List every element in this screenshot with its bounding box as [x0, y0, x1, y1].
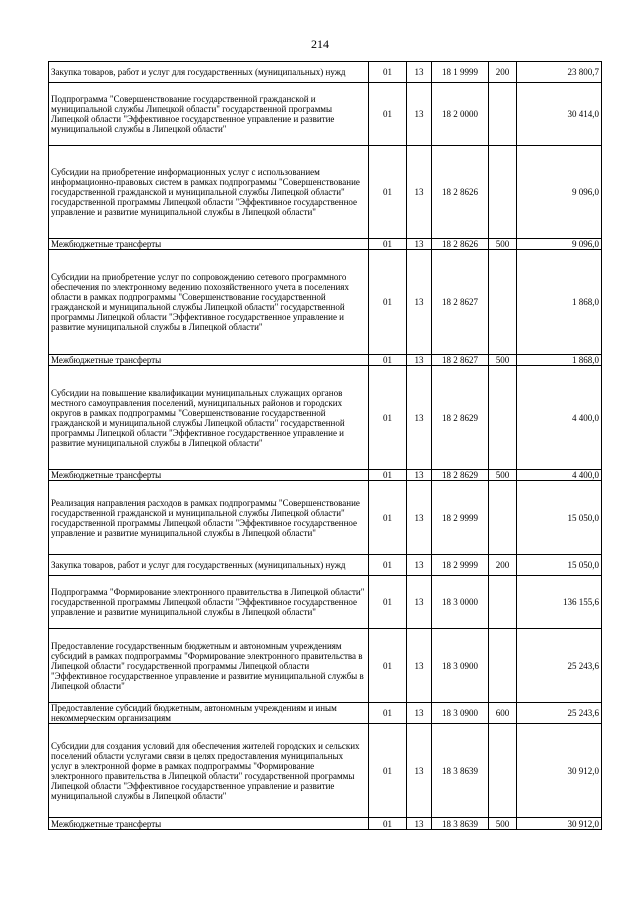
row-expense-type-cell — [489, 146, 517, 239]
row-name-cell: Субсидии на приобретение услуг по сопровождению сетевого программного обеспечения по электронному ведению похозяйственного учета в поселениях области в рамках подпрограммы "Совершенствование государственной гражданской и муниципальной службы Липецкой области" государственной программы Липецкой области "Эффективное государственное управление и развитие муниципальной службы в Липецкой области" — [49, 250, 369, 355]
table-row — [49, 629, 602, 703]
row-name-cell: Реализация направления расходов в рамках подпрограммы "Совершенствование государственной гражданской и муниципальной службы Липецкой области" государственной программы Липецкой области "Эффективное государственное управление и развитие муниципальной службы в Липецкой области" — [49, 481, 369, 555]
row-expense-type-cell: 500 — [489, 355, 517, 366]
row-name-cell: Закупка товаров, работ и услуг для государственных (муниципальных) нужд — [49, 62, 369, 83]
row-section-cell: 01 — [369, 555, 407, 576]
row-subsection-cell: 13 — [407, 355, 432, 366]
row-section-cell: 01 — [369, 62, 407, 83]
row-subsection-cell: 13 — [407, 250, 432, 355]
row-subsection-cell: 13 — [407, 481, 432, 555]
row-section-cell: 01 — [369, 239, 407, 250]
row-section-cell: 01 — [369, 576, 407, 629]
row-amount-cell: 1 868,0 — [517, 250, 602, 355]
row-expense-type-cell: 500 — [489, 818, 517, 830]
row-name-cell: Субсидии на повышение квалификации муниципальных служащих органов местного самоуправления поселений, муниципальных районов и городских округов в рамках подпрограммы "Совершенствование государственной гражданской и муниципальной службы Липецкой области" государственной программы Липецкой области "Эффективное государственное управление и развитие муниципальной службы в Липецкой области" — [49, 366, 369, 470]
row-expense-type-cell — [489, 250, 517, 355]
row-subsection-cell: 13 — [407, 62, 432, 83]
row-section-cell: 01 — [369, 629, 407, 703]
row-subsection-cell: 13 — [407, 629, 432, 703]
row-name-cell: Предоставление субсидий бюджетным, автономным учреждениям и иным некоммерческим организациям — [49, 703, 369, 724]
row-subsection-cell: 13 — [407, 366, 432, 470]
row-subsection-cell: 13 — [407, 239, 432, 250]
row-subsection-cell: 13 — [407, 576, 432, 629]
row-expense-type-cell — [489, 481, 517, 555]
row-amount-cell: 25 243,6 — [517, 629, 602, 703]
row-target-cell: 18 3 0000 — [432, 576, 489, 629]
table-row — [49, 239, 602, 250]
row-name-cell: Межбюджетные трансферты — [49, 470, 369, 481]
row-expense-type-cell — [489, 576, 517, 629]
table-row — [49, 481, 602, 555]
row-section-cell: 01 — [369, 818, 407, 830]
row-target-cell: 18 2 9999 — [432, 555, 489, 576]
row-expense-type-cell — [489, 724, 517, 818]
row-amount-cell: 30 912,0 — [517, 818, 602, 830]
row-subsection-cell: 13 — [407, 818, 432, 830]
row-target-cell: 18 3 0900 — [432, 629, 489, 703]
row-amount-cell: 9 096,0 — [517, 146, 602, 239]
row-subsection-cell: 13 — [407, 555, 432, 576]
row-amount-cell: 15 050,0 — [517, 481, 602, 555]
row-subsection-cell: 13 — [407, 703, 432, 724]
row-amount-cell: 25 243,6 — [517, 703, 602, 724]
page-number: 214 — [311, 37, 329, 51]
table-row — [49, 703, 602, 724]
row-target-cell: 18 3 8639 — [432, 818, 489, 830]
row-amount-cell: 30 912,0 — [517, 724, 602, 818]
table-row — [49, 366, 602, 470]
row-subsection-cell: 13 — [407, 470, 432, 481]
row-amount-cell: 23 800,7 — [517, 62, 602, 83]
row-name-cell: Подпрограмма "Совершенствование государственной гражданской и муниципальной службы Липецкой области" государственной программы Липецкой области "Эффективное государственное управление и развитие муниципальной службы в Липецкой области" — [49, 83, 369, 146]
row-expense-type-cell: 500 — [489, 239, 517, 250]
row-section-cell: 01 — [369, 481, 407, 555]
row-name-cell: Субсидии для создания условий для обеспечения жителей городских и сельских поселений области услугами связи в целях предоставления муниципальных услуг в электронной форме в рамках подпрограммы "Формирование электронного правительства в Липецкой области" государственной программы Липецкой области "Эффективное государственное управление и развитие муниципальной службы в Липецкой области" — [49, 724, 369, 818]
row-expense-type-cell: 600 — [489, 703, 517, 724]
row-subsection-cell: 13 — [407, 83, 432, 146]
row-target-cell: 18 2 9999 — [432, 481, 489, 555]
row-subsection-cell: 13 — [407, 146, 432, 239]
table-row — [49, 250, 602, 355]
row-amount-cell: 4 400,0 — [517, 366, 602, 470]
row-name-cell: Предоставление государственным бюджетным и автономным учреждениям субсидий в рамках подпрограммы "Формирование электронного правительства в Липецкой области" государственной программы Липецкой области "Эффективное государственное управление и развитие муниципальной службы в Липецкой области" — [49, 629, 369, 703]
row-section-cell: 01 — [369, 355, 407, 366]
row-target-cell: 18 2 8626 — [432, 239, 489, 250]
row-amount-cell: 9 096,0 — [517, 239, 602, 250]
table-row — [49, 818, 602, 830]
row-target-cell: 18 2 8626 — [432, 146, 489, 239]
row-target-cell: 18 3 8639 — [432, 724, 489, 818]
row-amount-cell: 30 414,0 — [517, 83, 602, 146]
table-row — [49, 146, 602, 239]
row-target-cell: 18 2 8629 — [432, 366, 489, 470]
row-target-cell: 18 3 0900 — [432, 703, 489, 724]
budget-table-body — [49, 62, 602, 830]
row-name-cell: Субсидии на приобретение информационных услуг с использованием информационно-правовых систем в рамках подпрограммы "Совершенствование государственной гражданской и муниципальной службы Липецкой области" государственной программы Липецкой области "Эффективное государственное управление и развитие муниципальной службы в Липецкой области" — [49, 146, 369, 239]
table-row — [49, 470, 602, 481]
row-target-cell: 18 1 9999 — [432, 62, 489, 83]
row-section-cell: 01 — [369, 83, 407, 146]
row-name-cell: Межбюджетные трансферты — [49, 355, 369, 366]
row-section-cell: 01 — [369, 146, 407, 239]
row-section-cell: 01 — [369, 366, 407, 470]
row-expense-type-cell: 200 — [489, 555, 517, 576]
row-target-cell: 18 2 8627 — [432, 355, 489, 366]
row-amount-cell: 15 050,0 — [517, 555, 602, 576]
row-expense-type-cell — [489, 83, 517, 146]
table-row — [49, 576, 602, 629]
row-name-cell: Закупка товаров, работ и услуг для государственных (муниципальных) нужд — [49, 555, 369, 576]
row-subsection-cell: 13 — [407, 724, 432, 818]
row-section-cell: 01 — [369, 724, 407, 818]
table-row — [49, 83, 602, 146]
row-target-cell: 18 2 8627 — [432, 250, 489, 355]
budget-table — [48, 61, 602, 830]
row-expense-type-cell: 200 — [489, 62, 517, 83]
row-name-cell: Межбюджетные трансферты — [49, 818, 369, 830]
row-amount-cell: 4 400,0 — [517, 470, 602, 481]
row-expense-type-cell — [489, 629, 517, 703]
table-row — [49, 355, 602, 366]
row-section-cell: 01 — [369, 470, 407, 481]
row-amount-cell: 136 155,6 — [517, 576, 602, 629]
table-row — [49, 555, 602, 576]
row-target-cell: 18 2 0000 — [432, 83, 489, 146]
row-section-cell: 01 — [369, 703, 407, 724]
table-row — [49, 62, 602, 83]
row-name-cell: Межбюджетные трансферты — [49, 239, 369, 250]
row-target-cell: 18 2 8629 — [432, 470, 489, 481]
row-expense-type-cell — [489, 366, 517, 470]
row-name-cell: Подпрограмма "Формирование электронного правительства в Липецкой области" государственной программы Липецкой области "Эффективное государственное управление и развитие муниципальной службы в Липецкой области" — [49, 576, 369, 629]
row-expense-type-cell: 500 — [489, 470, 517, 481]
row-amount-cell: 1 868,0 — [517, 355, 602, 366]
row-section-cell: 01 — [369, 250, 407, 355]
table-row — [49, 724, 602, 818]
